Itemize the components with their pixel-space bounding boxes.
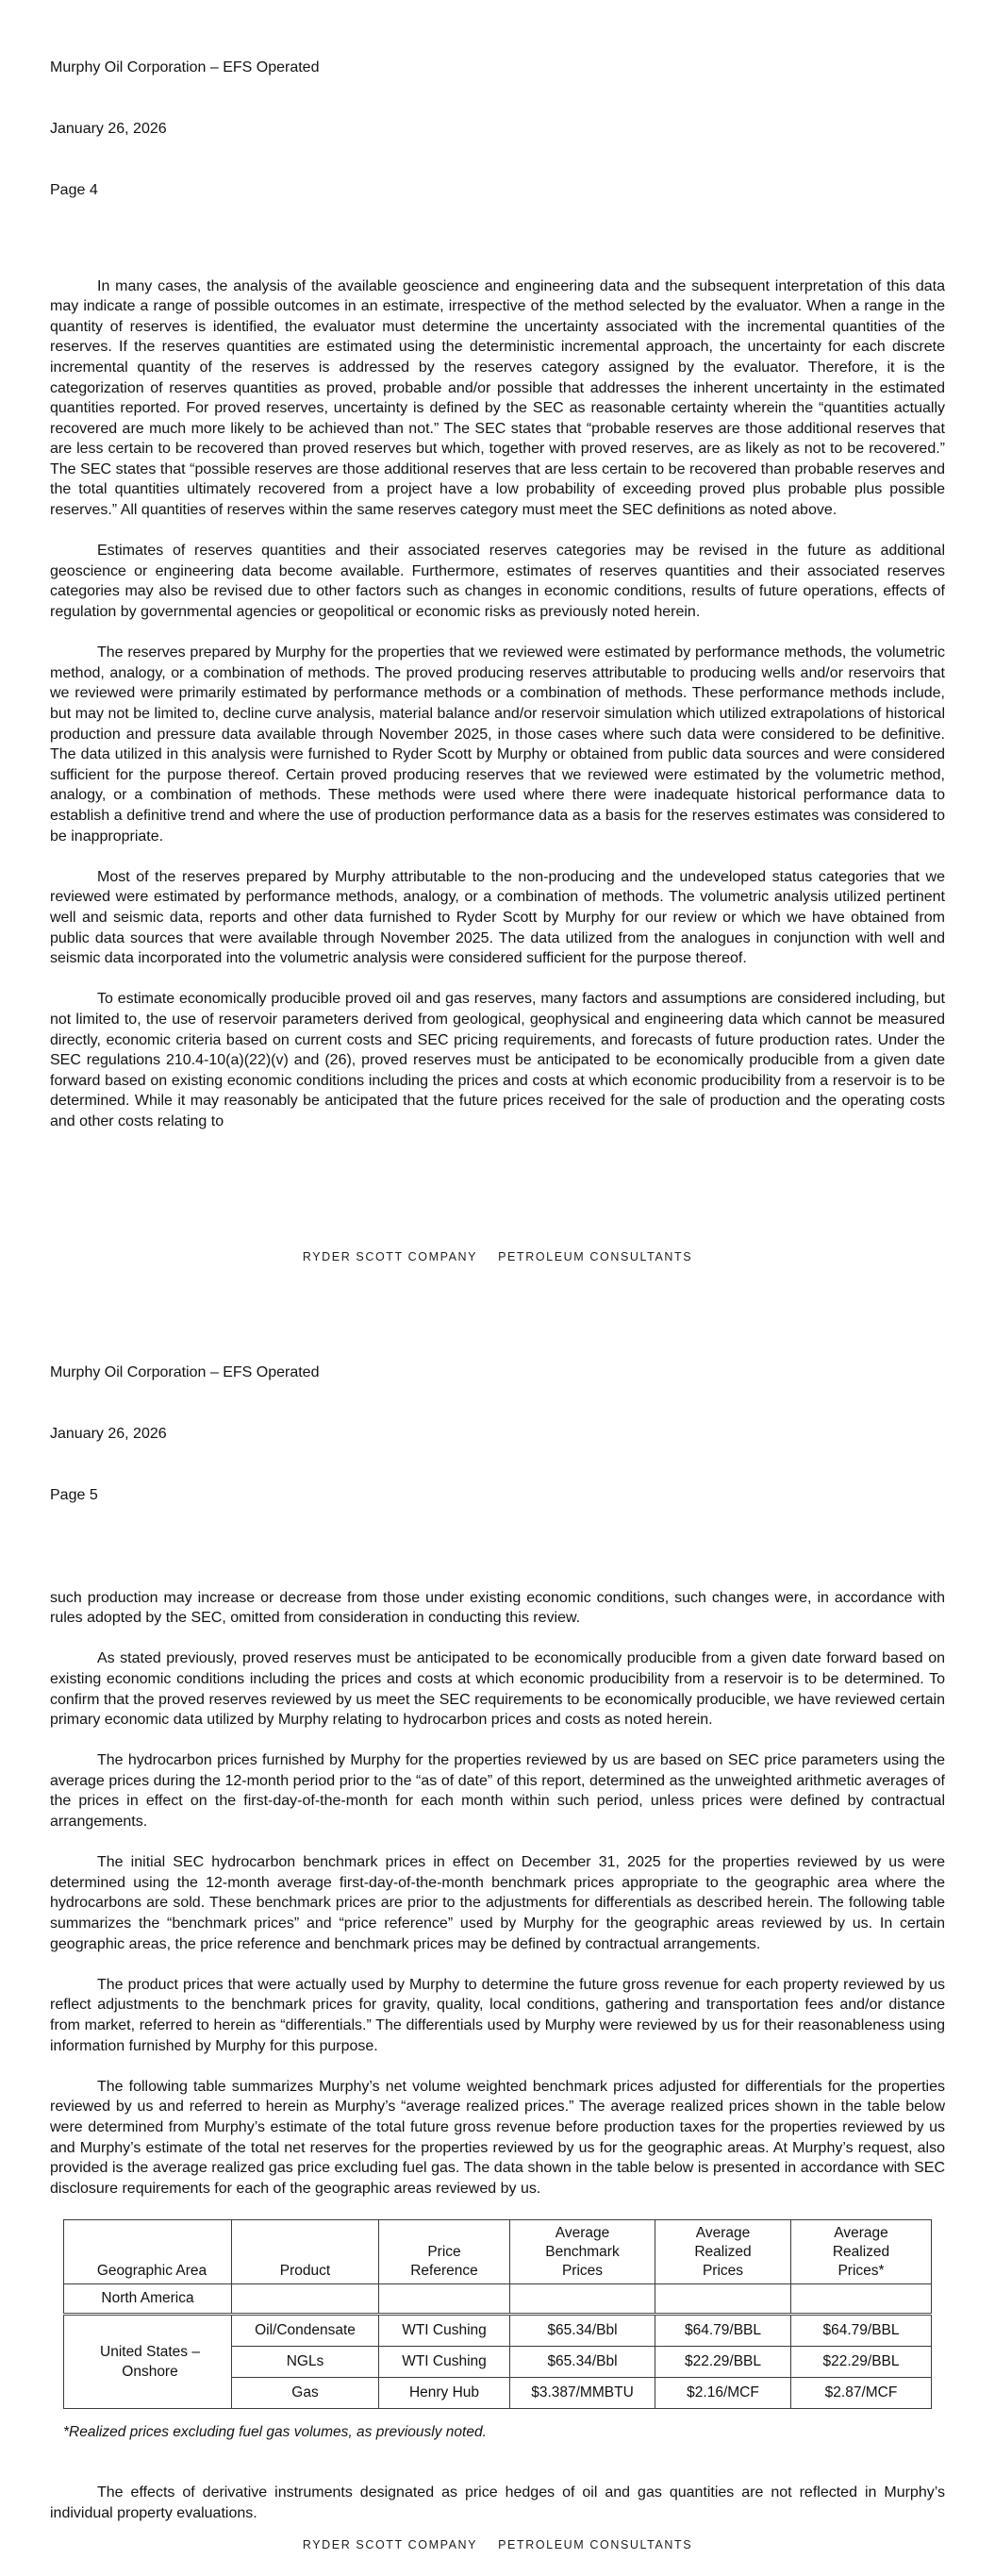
product-cell: Oil/Condensate: [232, 2314, 379, 2346]
benchmark-prices-table: [63, 2219, 932, 2409]
price-reference-cell: Henry Hub: [379, 2377, 510, 2408]
empty-cell: [655, 2283, 791, 2314]
realized-price-ex-fuel-cell: $2.87/MCF: [791, 2377, 932, 2408]
document-title: Murphy Oil Corporation – EFS Operated: [50, 1364, 320, 1381]
page5-body: [50, 1588, 945, 2524]
footer-tagline: PETROLEUM CONSULTANTS: [498, 2538, 693, 2551]
page5-header: [50, 1322, 945, 1547]
paragraph-uncertainty-categorization: In many cases, the analysis of the available geoscience and engineering data and the subsequent interpretation of this data may indicate a range of possible outcomes in an estimate, irrespective of the method selected by the evaluator. When a range in the quantity of reserves is identified, the evaluator must determine the uncertainty associated with the incremental quantities of the reserves. If the reserves quantities are estimated using the deterministic incremental approach, the uncertainty for each discrete incremental quantity of the reserves is addressed by the reserves category assigned by the evaluator. Therefore, it is the categorization of reserves quantities as proved, probable and/or possible that addresses the inherent uncertainty in the estimated quantities reported. For proved reserves, uncertainty is defined by the SEC as reasonable certainty wherein the “quantities actually recovered are much more likely to be achieved than not.” The SEC states that “probable reserves are those additional reserves that are less certain to be recovered than proved reserves but which, together with proved reserves, are as likely as not to be recovered.” The SEC states that “possible reserves are those additional reserves that are less certain to be recovered than probable reserves and the total quantities ultimately recovered from a project have a low probability of exceeding proved plus probable plus possible reserves.” All quantities of reserves within the same reserves category must meet the SEC definitions as noted above.: [50, 277, 945, 519]
header-average-realized-prices: Average Realized Prices: [655, 2219, 791, 2283]
realized-price-cell: $64.79/BBL: [655, 2314, 791, 2346]
realized-price-cell: $22.29/BBL: [655, 2346, 791, 2377]
realized-price-ex-fuel-cell: $22.29/BBL: [791, 2346, 932, 2377]
price-reference-cell: WTI Cushing: [379, 2314, 510, 2346]
page5-footer: [0, 2538, 995, 2551]
empty-cell: [379, 2283, 510, 2314]
benchmark-price-cell: $3.387/MMBTU: [510, 2377, 655, 2408]
realized-price-ex-fuel-cell: $64.79/BBL: [791, 2314, 932, 2346]
table-footnote: *Realized prices excluding fuel gas volumes, as previously noted.: [63, 2423, 487, 2440]
footer-company-name: RYDER SCOTT COMPANY: [302, 1250, 478, 1263]
document-page-5: [0, 1288, 995, 2576]
empty-cell: [232, 2283, 379, 2314]
document-title: Murphy Oil Corporation – EFS Operated: [50, 59, 320, 76]
paragraph-sec-requirements: As stated previously, proved reserves must be anticipated to be economically producible from a given date forward based on existing economic conditions including the prices and costs at which economic producibility from a reservoir is to be determined. To confirm that the proved reserves reviewed by us meet the SEC requirements to be economically producible, we have reviewed certain primary economic data utilized by Murphy relating to hydrocarbon prices and costs as noted herein.: [50, 1650, 945, 1729]
footer-company-name: RYDER SCOTT COMPANY: [302, 2538, 478, 2551]
table-header-row: [64, 2219, 932, 2283]
paragraph-average-realized-prices: The following table summarizes Murphy’s net volume weighted benchmark prices adjusted for differentials for the properties reviewed by us and referred to herein as Murphy’s “average realized prices.” The average realized prices shown in the table below were determined from Murphy’s estimate of the total future gross revenue before production taxes for the properties reviewed by us and Murphy’s estimate of the total net reserves for the properties reviewed by us for the geographic areas. At Murphy’s request, also provided is the average realized gas price excluding fuel gas. The data shown in the table below is presented in accordance with SEC disclosure requirements for each of the geographic areas reviewed by us.: [50, 2078, 945, 2197]
footer-tagline: PETROLEUM CONSULTANTS: [498, 1250, 693, 1263]
realized-price-cell: $2.16/MCF: [655, 2377, 791, 2408]
area-cell: United States – Onshore: [64, 2314, 232, 2408]
paragraph-estimation-methods: The reserves prepared by Murphy for the properties that we reviewed were estimated by performance methods, the volumetric method, analogy, or a combination of methods. The proved producing reserves attributable to producing wells and/or reservoirs that we reviewed were primarily estimated by performance methods or a combination of methods. These performance methods include, but may not be limited to, decline curve analysis, material balance and/or reservoir simulation which utilized extrapolations of historical production and pressure data available through November 2025, in those cases where such data were considered to be definitive. The data utilized in this analysis were furnished to Ryder Scott by Murphy or obtained from public data sources and were considered sufficient for the purpose thereof. Certain proved producing reserves that we reviewed were estimated by the volumetric method, analogy, or a combination of methods. These methods were used where there were inadequate historical performance data to establish a definitive trend and where the use of production performance data as a basis for the reserves estimates was considered to be inappropriate.: [50, 644, 945, 845]
page-number: Page 4: [50, 181, 98, 198]
benchmark-price-cell: $65.34/Bbl: [510, 2314, 655, 2346]
paragraph-derivative-instruments: The effects of derivative instruments designated as price hedges of oil and gas quantities are not reflected in Murphy’s individual property evaluations.: [50, 2484, 945, 2521]
price-reference-cell: WTI Cushing: [379, 2346, 510, 2377]
empty-cell: [791, 2283, 932, 2314]
product-cell: NGLs: [232, 2346, 379, 2377]
table-region-row: [64, 2283, 932, 2314]
paragraph-benchmark-prices: The initial SEC hydrocarbon benchmark prices in effect on December 31, 2025 for the properties reviewed by us were determined using the 12-month average first-day-of-the-month benchmark prices appropriate to the geographic area where the hydrocarbons are sold. These benchmark prices are prior to the adjustments for differentials as described herein. The following table summarizes the “benchmark prices” and “price reference” used by Murphy for the geographic areas reviewed by us. In certain geographic areas, the price reference and benchmark prices may be defined by contractual arrangements.: [50, 1854, 945, 1952]
page-number: Page 5: [50, 1486, 98, 1503]
page4-body: [50, 276, 945, 1132]
product-cell: Gas: [232, 2377, 379, 2408]
benchmark-price-cell: $65.34/Bbl: [510, 2346, 655, 2377]
table-row-oil-condensate: [64, 2314, 932, 2346]
page4-footer: [0, 1250, 995, 1263]
paragraph-economic-producibility: To estimate economically producible proved oil and gas reserves, many factors and assumptions are considered including, but not limited to, the use of reservoir parameters derived from geological, geophysical and engineering data which cannot be measured directly, economic criteria based on current costs and SEC pricing requirements, and forecasts of future production rates. Under the SEC regulations 210.4-10(a)(22)(v) and (26), proved reserves must be anticipated to be economically producible from a given date forward based on existing economic conditions including the prices and costs at which economic producibility from a reservoir is to be determined. While it may reasonably be anticipated that the future prices received for the sale of production and the operating costs and other costs relating to: [50, 991, 945, 1129]
paragraph-continuation: such production may increase or decrease from those under existing economic conditions, such changes were, in accordance with rules adopted by the SEC, omitted from consideration in conducting this review.: [50, 1589, 945, 1627]
document-date: January 26, 2026: [50, 1425, 167, 1442]
header-price-reference: Price Reference: [379, 2219, 510, 2283]
header-geographic-area: Geographic Area: [64, 2219, 232, 2283]
paragraph-hydrocarbon-prices: The hydrocarbon prices furnished by Murphy for the properties reviewed by us are based on SEC price parameters using the average prices during the 12-month period prior to the “as of date” of this report, determined as the unweighted arithmetic averages of the prices in effect on the first-day-of-the-month for each month within such period, unless prices were defined by contractual arrangements.: [50, 1752, 945, 1831]
paragraph-differentials: The product prices that were actually used by Murphy to determine the future gross revenue for each property reviewed by us reflect adjustments to the benchmark prices for gravity, quality, local conditions, gathering and transportation fees and/or distance from market, referred to herein as “differentials.” The differentials used by Murphy were reviewed by us for their reasonableness using information furnished by Murphy for this purpose.: [50, 1976, 945, 2054]
region-cell: North America: [64, 2283, 232, 2314]
header-average-realized-prices-ex-fuel: Average Realized Prices*: [791, 2219, 932, 2283]
paragraph-nonproducing-undeveloped: Most of the reserves prepared by Murphy attributable to the non-producing and the undeveloped status categories that we reviewed were estimated by performance methods, analogy, or a combination of methods. The volumetric analysis utilized pertinent well and seismic data, reports and other data furnished to Ryder Scott by Murphy for our review or which we have obtained from public data sources that were available through November 2025. The data utilized from the analogues in conjunction with well and seismic data incorporated into the volumetric analysis were considered sufficient for the purpose thereof.: [50, 868, 945, 967]
document-date: January 26, 2026: [50, 120, 167, 137]
header-average-benchmark-prices: Average Benchmark Prices: [510, 2219, 655, 2283]
paragraph-revisions: Estimates of reserves quantities and their associated reserves categories may be revised in the future as additional geoscience or engineering data become available. Furthermore, estimates of reserves quantities and their associated reserves categories may also be revised due to other factors such as changes in economic conditions, results of future operations, effects of regulation by governmental agencies or geopolitical or economic risks as previously noted herein.: [50, 543, 945, 621]
page4-header: [50, 17, 945, 242]
header-product: Product: [232, 2219, 379, 2283]
empty-cell: [510, 2283, 655, 2314]
